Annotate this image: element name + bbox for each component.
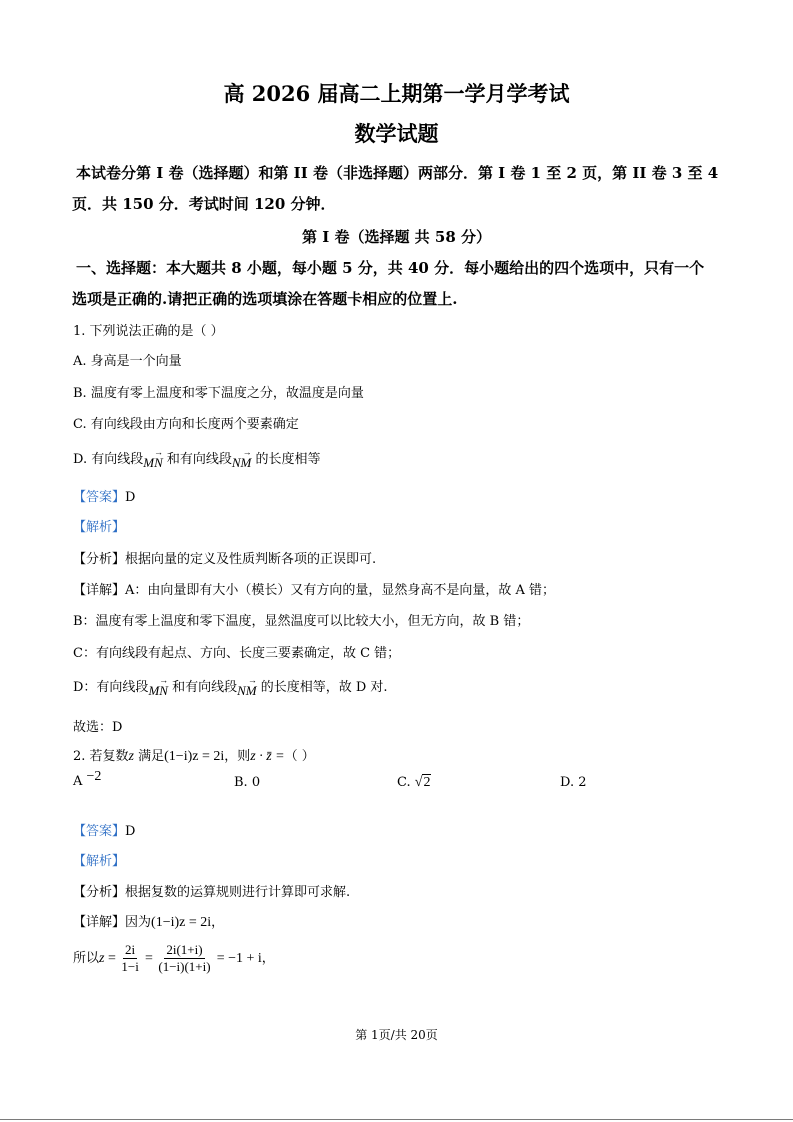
- vector-nm: → NM: [231, 447, 252, 470]
- page-number: 第 1页/共 20页: [355, 1028, 438, 1042]
- vector-arrow-icon: →: [153, 447, 163, 457]
- section-instruction-1: 一、选择题：本大题共 8 小题，每小题 5 分，共 40 分．每小题给出的四个选项中，只有一个: [76, 259, 705, 277]
- q1-option-c: C. 有向线段由方向和长度两个要素确定: [73, 417, 299, 432]
- q1-option-b: B. 温度有零上温度和零下温度之分，故温度是向量: [73, 386, 364, 401]
- section-title: 第 I 卷（选择题 共 58 分）: [301, 228, 491, 246]
- q2-derivation: 所以z = $\frac{2i}{1-i}$ = $\frac{2i(1+i)}{(1-i)(1+i)}$ = −1 + i，: [73, 942, 275, 974]
- detail-tag: 【详解】: [73, 583, 126, 598]
- q2-stem: 2. 若复数z 满足(1−i)z = 2i，则z · z̄ =（ ）: [73, 749, 315, 764]
- q1-option-d: [73, 448, 321, 470]
- vector-arrow-icon: →: [247, 675, 257, 685]
- detail-tag: 【详解】: [73, 915, 126, 930]
- fraction-2: $\frac{2i(1+i)}{(1-i)(1+i)}$: [158, 942, 211, 974]
- section-instruction-2: 选项是正确的.请把正确的选项填涂在答题卡相应的位置上.: [72, 290, 458, 308]
- q1-detail-c: C：有向线段有起点、方向、长度三要素确定，故 C 错；: [73, 646, 401, 661]
- fraction-1: $\frac{2i}{1-i}$: [121, 942, 139, 974]
- q1-fenxi: 【分析】根据向量的定义及性质判断各项的正误即可.: [73, 552, 377, 567]
- q2-option-d: D. 2: [560, 775, 587, 790]
- bottom-divider: [0, 1119, 793, 1120]
- fenxi-tag: 【分析】: [73, 885, 126, 900]
- page-title: 高 2026 届高二上期第一学月学考试: [223, 81, 570, 106]
- answer-tag: 【答案】: [73, 824, 126, 839]
- vector-arrow-icon: →: [159, 675, 169, 685]
- vector-mn: → MN: [143, 447, 163, 470]
- vector-arrow-icon: →: [242, 447, 252, 457]
- q1-stem: 1. 下列说法正确的是（ ）: [73, 324, 224, 339]
- q2-option-c: C. √2: [397, 775, 431, 790]
- q2-analysis-tag: 【解析】: [73, 854, 126, 869]
- q1-option-a: A. 身高是一个向量: [73, 354, 182, 369]
- q2-detail: 【详解】因为(1−i)z = 2i，: [73, 915, 225, 930]
- q1-answer: 【答案】D: [73, 490, 136, 505]
- vector-nm: → NM: [237, 675, 257, 698]
- q1-option-d-suffix: 的长度相等: [255, 452, 321, 467]
- q1-analysis-tag: 【解析】: [73, 520, 126, 535]
- q1-detail-a: 【详解】A：由向量即有大小（模长）又有方向的量，显然身高不是向量，故 A 错；: [73, 583, 556, 598]
- intro-line-1: 本试卷分第 I 卷（选择题）和第 II 卷（非选择题）两部分．第 I 卷 1 至 2 页，第 II 卷 3 至 4: [76, 164, 719, 182]
- q2-fenxi: 【分析】根据复数的运算规则进行计算即可求解.: [73, 885, 351, 900]
- q1-option-d-middle: 和有向线段: [166, 452, 232, 467]
- q2-option-a: A −2: [73, 769, 102, 789]
- intro-line-2: 页．共 150 分．考试时间 120 分钟．: [72, 195, 336, 213]
- q1-detail-b: B：温度有零上温度和零下温度，显然温度可以比较大小，但无方向，故 B 错；: [73, 614, 530, 629]
- fenxi-tag: 【分析】: [73, 552, 126, 567]
- q2-condition: (1−i)z = 2i: [164, 749, 225, 764]
- answer-tag: 【答案】: [73, 490, 126, 505]
- subject-title: 数学试题: [354, 121, 439, 146]
- vector-mn: → MN: [148, 675, 169, 698]
- q2-expression: z · z̄ =: [250, 749, 285, 764]
- q1-choice: 故选：D: [73, 720, 123, 735]
- q1-detail-d: D：有向线段 → MN 和有向线段 → NM 的长度相等，故 D 对.: [73, 675, 388, 698]
- q2-answer: 【答案】D: [73, 824, 136, 839]
- q1-option-d-prefix: D. 有向线段: [73, 452, 144, 467]
- sqrt-symbol: √2: [414, 775, 431, 790]
- q2-option-b: B. 0: [234, 775, 261, 790]
